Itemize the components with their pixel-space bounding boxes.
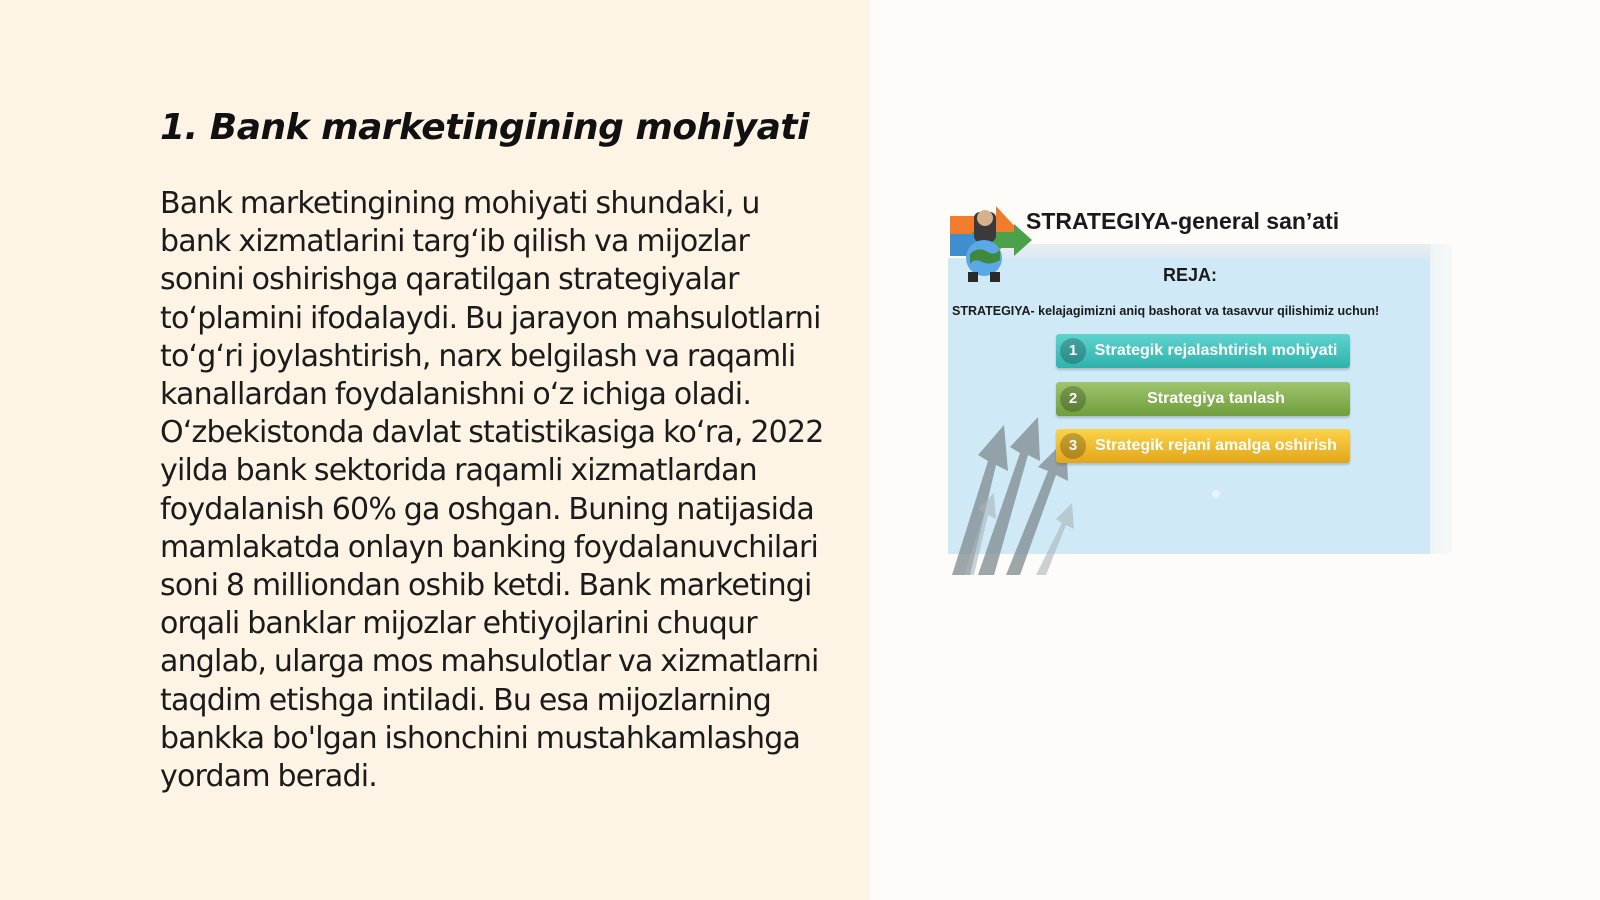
graphic-subtitle: STRATEGIYA- kelajagimizni aniq bashorat va tasavvur qilishimiz uchun! bbox=[952, 304, 1380, 318]
plan-item-label: Strategik rejani amalga oshirish bbox=[1095, 437, 1337, 454]
plan-item-3 bbox=[1056, 429, 1350, 463]
plan-item-2 bbox=[1056, 382, 1350, 416]
graphic-panel-side bbox=[1430, 244, 1452, 554]
plan-item-label: Strategiya tanlash bbox=[1147, 390, 1285, 407]
plan-item-number: 1 bbox=[1060, 338, 1086, 364]
slide-body-text: Bank marketingining mohiyati shundaki, u bank xizmatlarini targ‘ib qilish va mijozlar sonini oshirishga qaratilgan strategiyalar to‘plamini ifodalaydi. Bu jarayon mahsulotlarni to‘g‘ri joylashtirish, narx belgilash va raqamli kanallardan foydalanishni o‘z ichiga oladi. O‘zbekistonda davlat statistikasiga ko‘ra, 2022 yilda bank sektorida raqamli xizmatlardan foydalanish 60% ga oshgan. Buning natijasida mamlakatda onlayn banking foydalanuvchilari soni 8 milliondan oshib ketdi. Bank marketingi orqali banklar mijozlar ehtiyojlarini chuqur anglab, ularga mos mahsulotlar va xizmatlarni taqdim etishga intiladi. Bu esa mijozlarning bankka bo'lgan ishonchini mustahkamlashga yordam beradi. bbox=[160, 186, 824, 795]
graphic-heading: STRATEGIYA-general san’ati bbox=[1026, 208, 1340, 234]
graphic-panel-top bbox=[988, 244, 1452, 258]
slide-title: 1. Bank marketingining mohiyati bbox=[160, 107, 809, 148]
plan-item-number: 2 bbox=[1060, 386, 1086, 412]
plan-item-1 bbox=[1056, 334, 1350, 368]
plan-item-label: Strategik rejalashtirish mohiyati bbox=[1094, 342, 1338, 359]
graphic-plan-label: REJA: bbox=[1163, 265, 1218, 285]
graphic-dot bbox=[1212, 490, 1220, 498]
plan-item-number: 3 bbox=[1060, 433, 1086, 459]
strategy-graphic bbox=[948, 200, 1454, 580]
